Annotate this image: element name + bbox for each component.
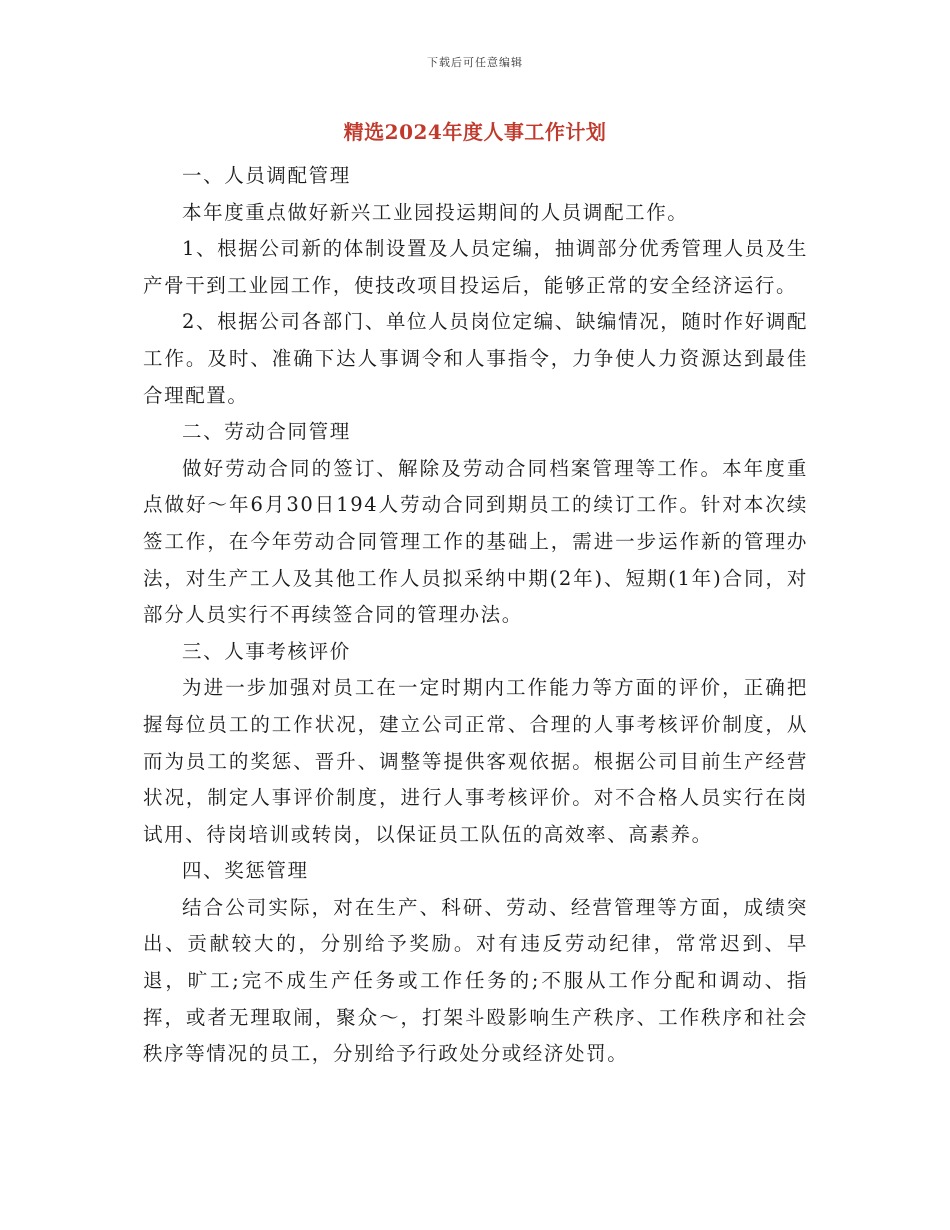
paragraph-rewards: 结合公司实际，对在生产、科研、劳动、经营管理等方面，成绩突出、贡献较大的，分别给予奖励。对有违反劳动纪律，常常迟到、早退，旷工;完不成生产任务或工作任务的;不服从工作分配和调动、指挥，或者无理取闹，聚众～，打架斗殴影响生产秩序、工作秩序和社会秩序等情况的员工，分别给予行政处分或经济处罚。: [143, 895, 808, 1066]
paragraph-staffing-intro: 本年度重点做好新兴工业园投运期间的人员调配工作。: [182, 200, 689, 224]
page-header-note: 下载后可任意编辑: [427, 56, 523, 69]
paragraph-staffing-item-2: 2、根据公司各部门、单位人员岗位定编、缺编情况，随时作好调配工作。及时、准确下达人事调令和人事指令，力争使人力资源达到最佳合理配置。: [143, 310, 808, 407]
section-heading-evaluation: 三、人事考核评价: [182, 639, 351, 663]
paragraph-staffing-item-1: 1、根据公司新的体制设置及人员定编，抽调部分优秀管理人员及生产骨干到工业园工作，使技改项目投运后，能够正常的安全经济运行。: [143, 237, 808, 297]
paragraph-evaluation: 为进一步加强对员工在一定时期内工作能力等方面的评价，正确把握每位员工的工作状况，建立公司正常、合理的人事考核评价制度，从而为员工的奖惩、晋升、调整等提供客观依据。根据公司目前生产经营状况，制定人事评价制度，进行人事考核评价。对不合格人员实行在岗试用、待岗培训或转岗，以保证员工队伍的高效率、高素养。: [143, 676, 808, 846]
section-heading-staffing: 一、人员调配管理: [182, 164, 351, 187]
paragraph-labor-contract: 做好劳动合同的签订、解除及劳动合同档案管理等工作。本年度重点做好～年6月30日194人劳动合同到期员工的续订工作。针对本次续签工作，在今年劳动合同管理工作的基础上，需进一步运作新的管理办法，对生产工人及其他工作人员拟采纳中期(2年)、短期(1年)合同，对部分人员实行不再续签合同的管理办法。: [143, 456, 808, 627]
section-heading-labor-contract: 二、劳动合同管理: [182, 420, 351, 444]
document-body: [143, 158, 808, 1073]
section-heading-rewards: 四、奖惩管理: [182, 859, 309, 883]
document-title: 精选2024年度人事工作计划: [343, 120, 607, 144]
